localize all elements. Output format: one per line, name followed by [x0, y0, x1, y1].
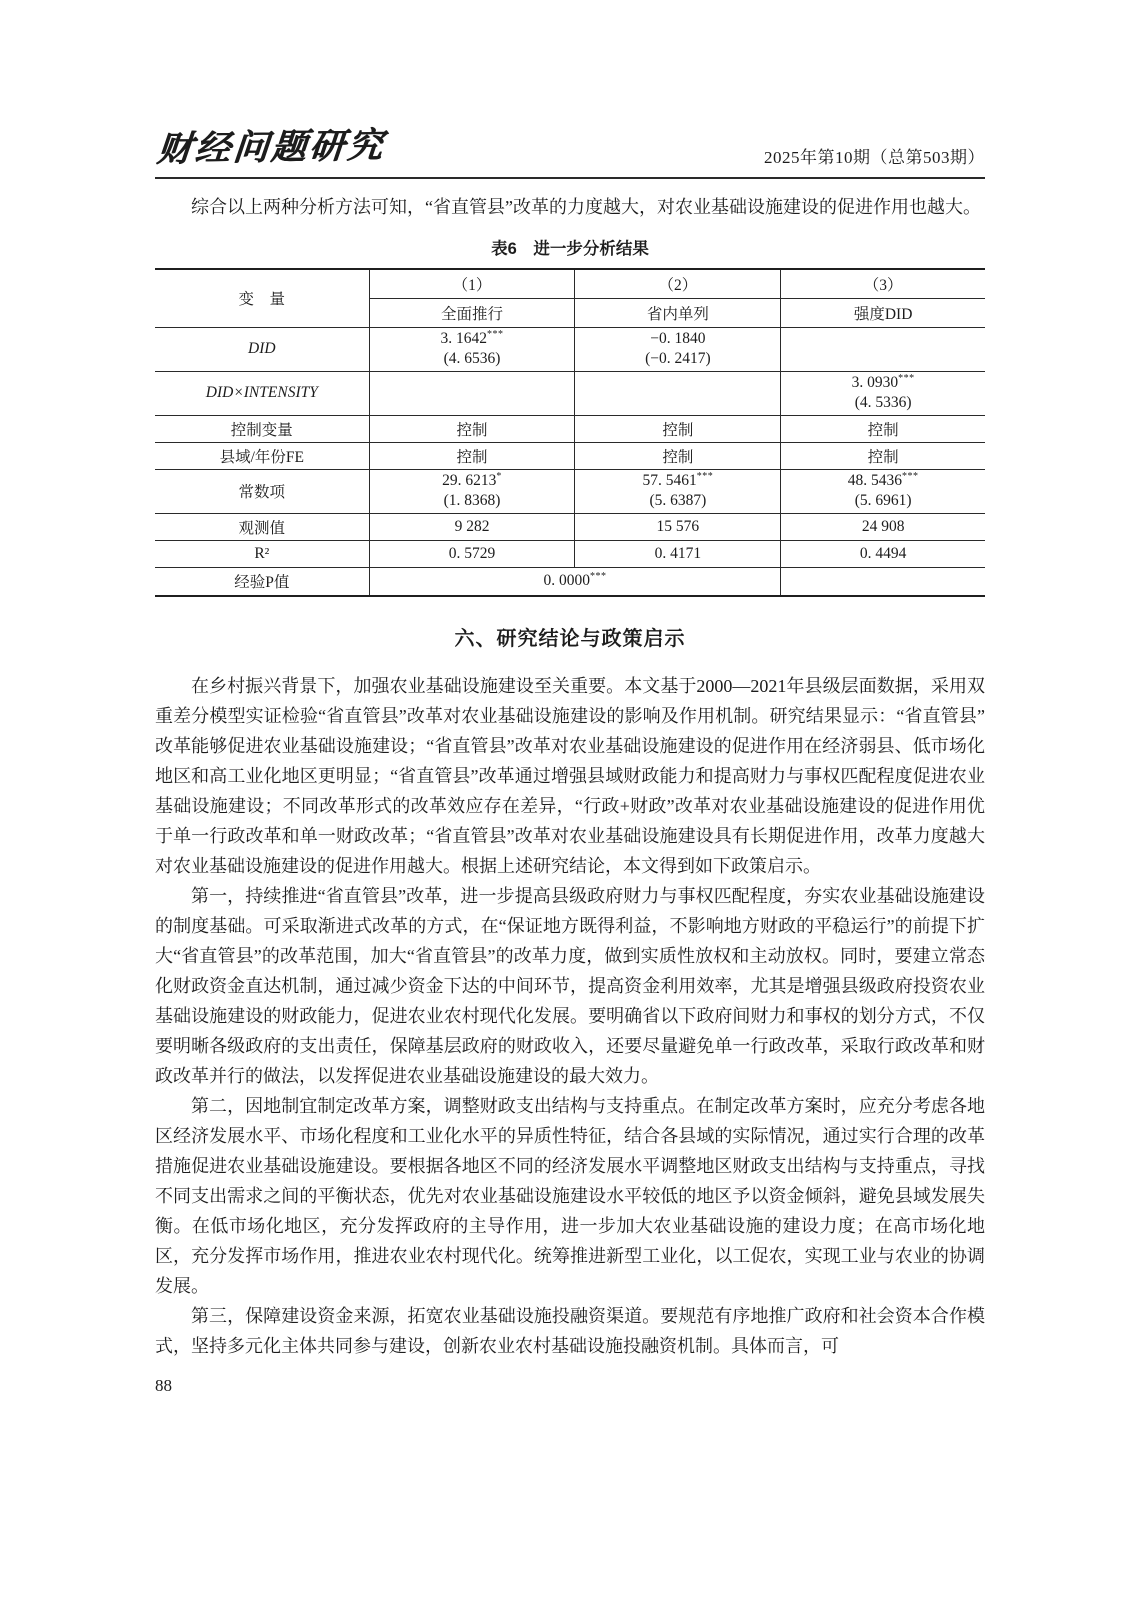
- coef-cell: [575, 469, 781, 513]
- t-value: (5. 6387): [649, 492, 707, 509]
- results-table: [155, 268, 985, 597]
- coef-cell: [781, 371, 985, 415]
- significance-stars: ***: [696, 470, 714, 482]
- value-cell: 0. 4494: [781, 540, 985, 567]
- value-cell: 0. 4171: [575, 540, 781, 567]
- table-row-did: [155, 327, 985, 371]
- row-label: 控制变量: [155, 415, 369, 442]
- value-cell: 控制: [575, 442, 781, 469]
- coefficient: 29. 6213: [442, 472, 497, 489]
- page-header: [155, 122, 985, 179]
- table-row-r-squared: [155, 540, 985, 567]
- value-cell: 15 576: [575, 513, 781, 540]
- table-header-row: [155, 269, 985, 298]
- significance-stars: *: [496, 470, 502, 482]
- value-cell: 控制: [369, 442, 575, 469]
- row-label: 经验P值: [155, 567, 369, 596]
- coef-cell: [369, 469, 575, 513]
- column-name-cell: 全面推行: [369, 298, 575, 327]
- row-label: 常数项: [155, 469, 369, 513]
- empty-cell: [781, 567, 985, 596]
- body-paragraph: 第三，保障建设资金来源，拓宽农业基础设施投融资渠道。要规范有序地推广政府和社会资本合作模式，坚持多元化主体共同参与建设，创新农业农村基础设施投融资机制。具体而言，可: [155, 1306, 985, 1356]
- body-paragraph: 在乡村振兴背景下，加强农业基础设施建设至关重要。本文基于2000—2021年县级层面数据，采用双重差分模型实证检验“省直管县”改革对农业基础设施建设的影响及作用机制。研究结果显示：“省直管县”改革能够促进农业基础设施建设；“省直管县”改革对农业基础设施建设的促进作用在经济弱县、低市场化地区和高工业化地区更明显；“省直管县”改革通过增强县域财政能力和提高财力与事权匹配程度促进农业基础设施建设；不同改革形式的改革效应存在差异，“行政+财政”改革对农业基础设施建设的促进作用优于单一行政改革和单一财政改革；“省直管县”改革对农业基础设施建设具有长期促进作用，改革力度越大对农业基础设施建设的促进作用越大。根据上述研究结论，本文得到如下政策启示。: [155, 676, 985, 876]
- value-cell: 控制: [781, 442, 985, 469]
- table-caption: [155, 235, 985, 259]
- t-value: (5. 6961): [854, 492, 912, 509]
- column-name-cell: 强度DID: [781, 298, 985, 327]
- section-heading: 六、研究结论与政策启示: [454, 628, 686, 650]
- coef-cell: [575, 327, 781, 371]
- column-number-cell: （3）: [781, 269, 985, 298]
- page-number: 88: [155, 1376, 172, 1395]
- column-number-cell: （1）: [369, 269, 575, 298]
- value-cell: 控制: [575, 415, 781, 442]
- significance-stars: ***: [487, 328, 504, 340]
- empty-cell: [781, 327, 985, 371]
- issue-info: 2025年第10期（总第503期）: [764, 148, 985, 167]
- t-value: (4. 5336): [854, 394, 912, 411]
- value-cell: 控制: [781, 415, 985, 442]
- intro-paragraph: 综合以上两种分析方法可知，“省直管县”改革的力度越大，对农业基础设施建设的促进作用也越大。: [191, 197, 981, 217]
- table-row-did-intensity: [155, 371, 985, 415]
- t-value: (4. 6536): [443, 350, 501, 367]
- coef-cell: [781, 469, 985, 513]
- coef-cell: [369, 327, 575, 371]
- table-caption-title: 进一步分析结果: [533, 240, 649, 258]
- variable-header-cell: 变 量: [238, 291, 286, 309]
- empty-cell: [369, 371, 575, 415]
- value-cell: 0. 5729: [369, 540, 575, 567]
- t-value: (1. 8368): [443, 492, 501, 509]
- table-caption-label: 表6: [491, 240, 517, 258]
- value-cell: 9 282: [369, 513, 575, 540]
- coefficient: −0. 1840: [650, 330, 706, 347]
- significance-stars: ***: [589, 571, 607, 583]
- row-label: 县域/年份FE: [155, 442, 369, 469]
- journal-logo: 财经问题研究: [155, 126, 388, 170]
- body-paragraph: 第二，因地制宜制定改革方案，调整财政支出结构与支持重点。在制定改革方案时，应充分考虑各地区经济发展水平、市场化程度和工业化水平的异质性特征，结合各县域的实际情况，通过实行合理的改革措施促进农业基础设施建设。要根据各地区不同的经济发展水平调整地区财政支出结构与支持重点，寻找不同支出需求之间的平衡状态，优先对农业基础设施建设水平较低的地区予以资金倾斜，避免县域发展失衡。在低市场化地区，充分发挥政府的主导作用，进一步加大农业基础设施的建设力度；在高市场化地区，充分发挥市场作用，推进农业农村现代化。统筹推进新型工业化，以工促农，实现工业与农业的协调发展。: [155, 1096, 985, 1296]
- table-row-fixed-effects: [155, 442, 985, 469]
- coefficient: 3. 1642: [440, 330, 488, 347]
- coef-cell: [369, 567, 781, 596]
- body-paragraph: 第一，持续推进“省直管县”改革，进一步提高县级政府财力与事权匹配程度，夯实农业基础设施建设的制度基础。可采取渐进式改革的方式，在“保证地方既得利益，不影响地方财政的平稳运行”的前提下扩大“省直管县”的改革范围，加大“省直管县”的改革力度，做到实质性放权和主动放权。同时，要建立常态化财政资金直达机制，通过减少资金下达的中间环节，提高资金利用效率，尤其是增强县级政府投资农业基础设施建设的财政能力，促进农业农村现代化发展。要明确省以下政府间财力和事权的划分方式，不仅要明晰各级政府的支出责任，保障基层政府的财政收入，还要尽量避免单一行政改革，采取行政改革和财政改革并行的做法，以发挥促进农业基础设施建设的最大效力。: [155, 886, 985, 1086]
- column-name-cell: 省内单列: [575, 298, 781, 327]
- table-row-controls: [155, 415, 985, 442]
- coefficient: 57. 5461: [642, 472, 697, 489]
- table-row-empirical-p: [155, 567, 985, 596]
- t-value: (−0. 2417): [645, 350, 711, 367]
- row-label: 观测值: [155, 513, 369, 540]
- significance-stars: ***: [898, 372, 915, 384]
- value-cell: 24 908: [781, 513, 985, 540]
- row-label: R²: [155, 540, 369, 567]
- coefficient: 0. 0000: [543, 572, 590, 590]
- significance-stars: ***: [902, 470, 919, 482]
- column-number-cell: （2）: [575, 269, 781, 298]
- row-label: DID×INTENSITY: [155, 371, 369, 415]
- table-row-observations: [155, 513, 985, 540]
- row-label: DID: [155, 327, 369, 371]
- table-row-constant: [155, 469, 985, 513]
- empty-cell: [575, 371, 781, 415]
- coefficient: 3. 0930: [851, 374, 899, 391]
- value-cell: 控制: [369, 415, 575, 442]
- coefficient: 48. 5436: [847, 472, 903, 489]
